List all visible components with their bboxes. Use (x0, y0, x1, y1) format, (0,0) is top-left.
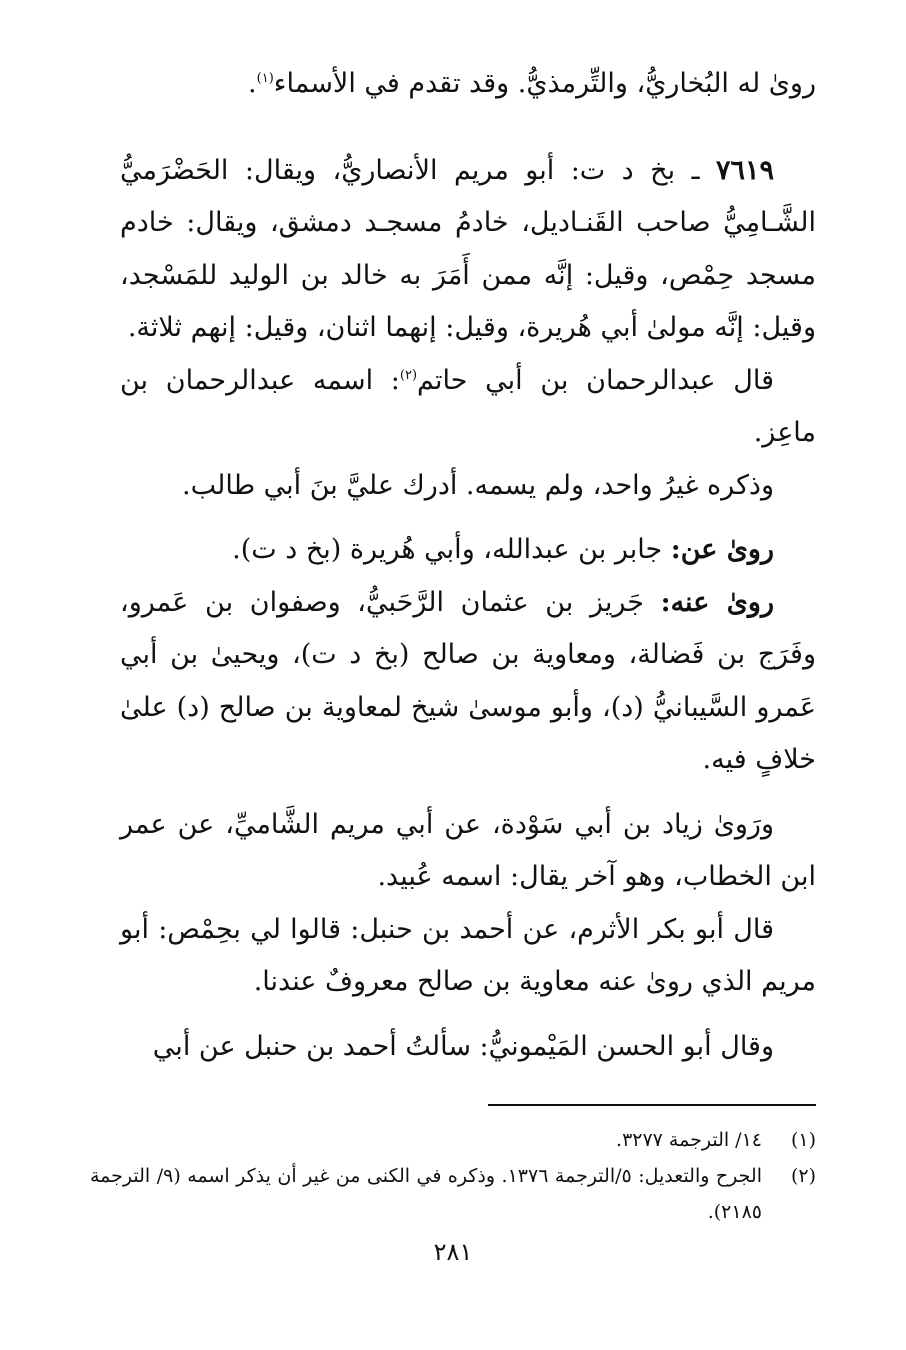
paragraph-1: روىٰ له البُخاريُّ، والتِّرمذيُّ. وقد تقدم في الأسماء$^{(١)}$. (248, 68, 816, 99)
footnote-1 (90, 1122, 816, 1158)
footnote-number: (١) (790, 1129, 816, 1151)
main-text (120, 58, 816, 1073)
paragraph-8: قال أبو بكر الأثرم، عن أحمد بن حنبل: قالوا لي بحِمْص: أبو مريم الذي روىٰ عنه معاوية بن صالح معروفٌ عندنا. (120, 913, 816, 997)
entry-text: ـ بخ د ت: أبو مريم الأنصاريُّ، ويقال: الحَضْرَميُّ الشَّـامِيُّ صاحب القَنـاديل، خادمُ مسجـد دمشق، ويقال: خادم مسجد حِمْص، وقيل: إنَّه ممن أَمَرَ به خالد بن الوليد للمَسْجد، وقيل: إنَّه مولىٰ أبي هُريرة، وقيل: إنهما اثنان، وقيل: إنهم ثلاثة. (120, 154, 816, 343)
footnote-divider (488, 1104, 816, 1106)
footnote-ref-2: (٢) (399, 367, 418, 383)
rawa-anhu-label: روىٰ عنه: (660, 586, 774, 618)
footnote-ref-1: (١) (256, 71, 274, 86)
rawa-an-label: روىٰ عن: (670, 534, 774, 565)
paragraph-4: وذكره غيرُ واحد، ولم يسمه. أدرك عليَّ بنَ أبي طالب. (182, 469, 774, 501)
footnotes (90, 1122, 816, 1230)
paragraph-9: وقال أبو الحسن المَيْمونيُّ: سألتُ أحمد بن حنبل عن أبي (152, 1030, 774, 1062)
entry-paragraph (120, 145, 816, 355)
footnote-number: (٢) (790, 1165, 816, 1187)
rawa-an-paragraph: روىٰ عن: جابر بن عبدالله، وأبي هُريرة (بخ د ت). (232, 534, 774, 565)
rawa-anhu-paragraph: روىٰ عنه: جَريز بن عثمان الرَّحَبيُّ، وصفوان بن عَمرو، وفَرَج بن فَضالة، ومعاوية بن صالح (بخ د ت)، ويحيىٰ بن أبي عَمرو السَّيبانيُّ (د)، وأبو موسىٰ شيخ لمعاوية بن صالح (د) علىٰ خلافٍ فيه. (120, 586, 816, 775)
entry-number: ٧٦١٩ (715, 154, 774, 186)
paragraph-7: ورَوىٰ زياد بن أبي سَوْدة، عن أبي مريم الشَّاميِّ، عن عمر ابن الخطاب، وهو آخر يقال: اسمه عُبيد. (120, 808, 816, 892)
page-number: ٢٨١ (433, 1238, 473, 1266)
paragraph-3: قال عبدالرحمان بن أبي حاتم$^{(٢)}$: اسمه عبدالرحمان بن ماعِز. (120, 364, 816, 448)
footnote-text: الجرح والتعديل: ٥/الترجمة ١٣٧٦. وذكره في الكنى من غير أن يذكر اسمه (٩/ الترجمة ٢١٨٥). (90, 1165, 762, 1223)
footnote-text: ١٤/ الترجمة ٣٢٧٧. (616, 1129, 762, 1151)
footnote-2 (90, 1158, 816, 1230)
